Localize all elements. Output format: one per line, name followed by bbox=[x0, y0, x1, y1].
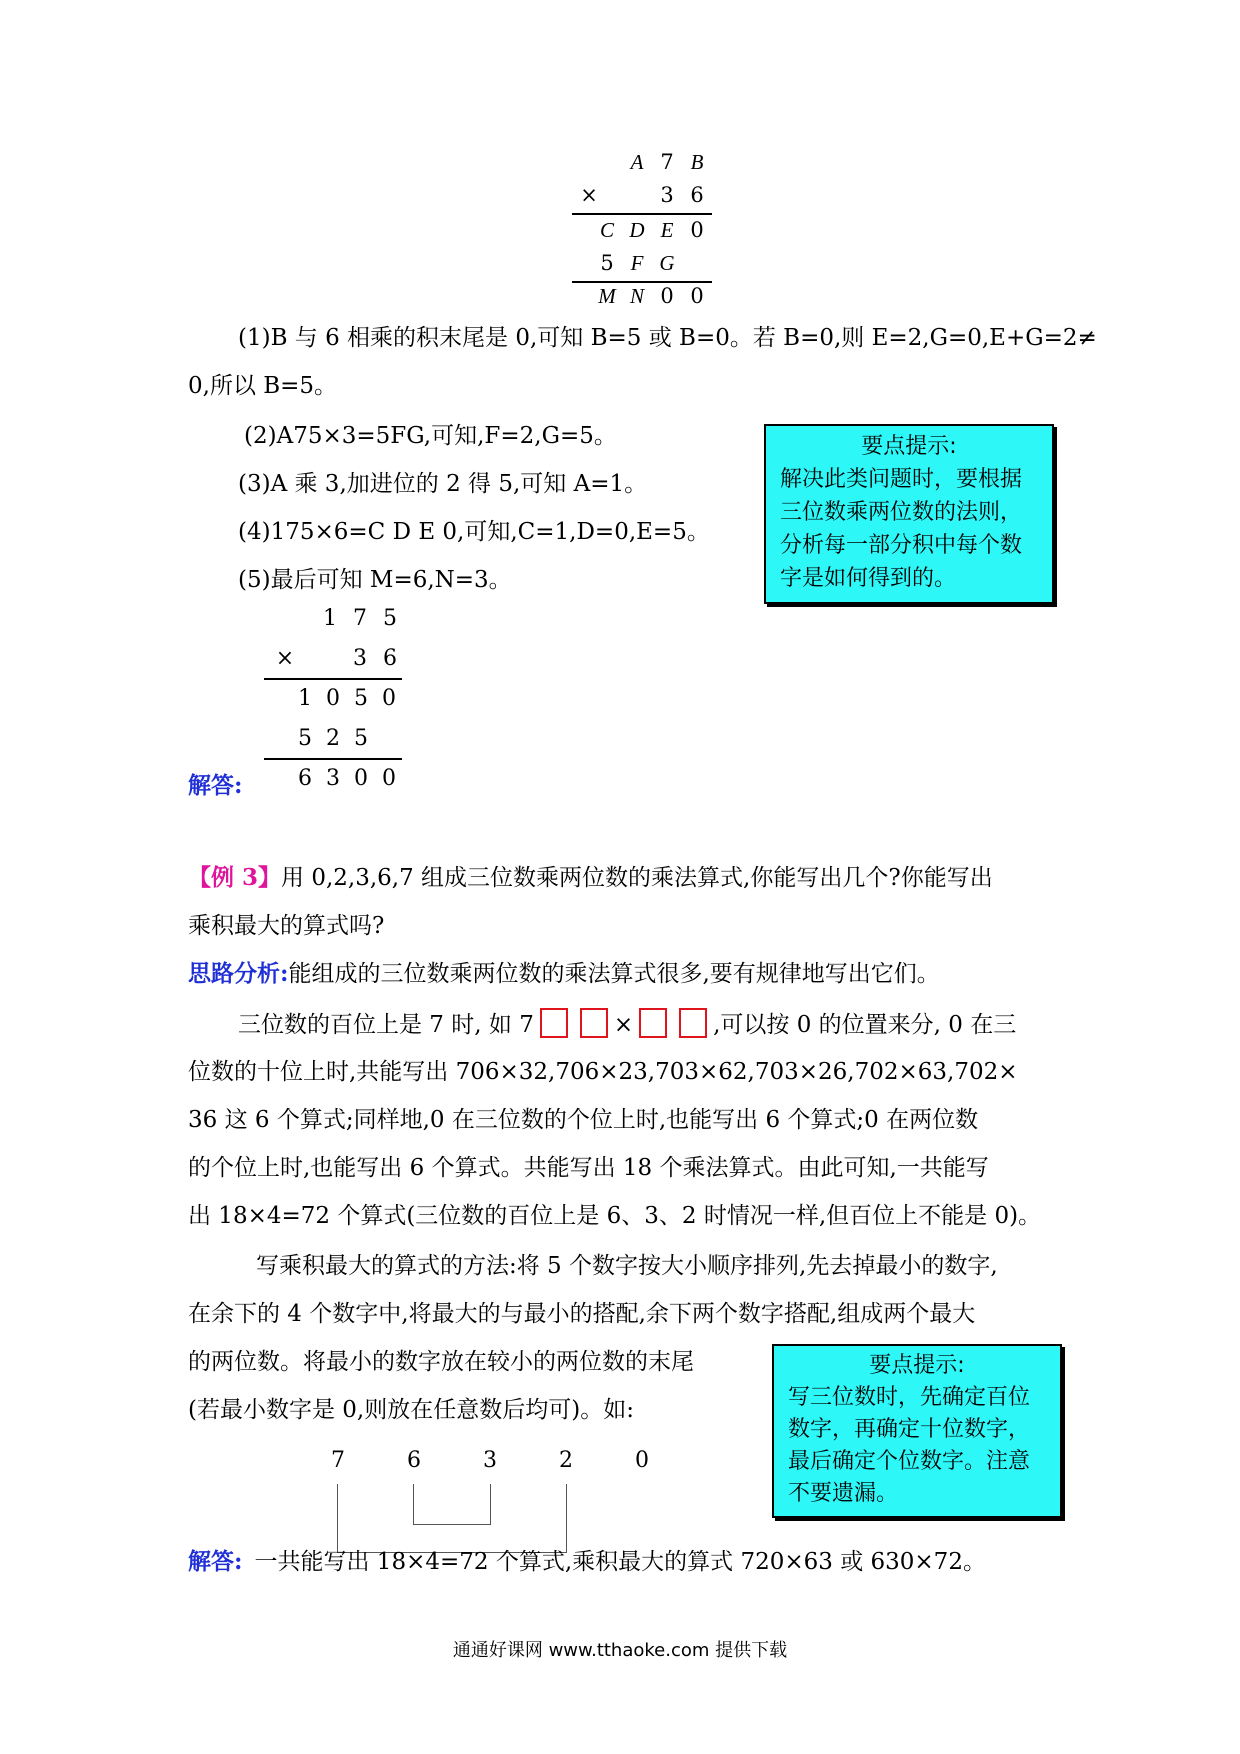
paragraph-line: 36 这 6 个算式;同样地,0 在三位数的个位上时,也能写出 6 个算式;0 在两位数 bbox=[188, 1107, 979, 1133]
step-1-line-b: 0,所以 B=5。 bbox=[188, 373, 338, 399]
paragraph-line: 的个位上时,也能写出 6 个算式。共能写出 18 个乘法算式。由此可知,一共能写 bbox=[188, 1155, 989, 1181]
text-segment: ,可以按 0 的位置来分, 0 在三 bbox=[713, 1012, 1017, 1038]
tip-line: 不要遗漏。 bbox=[788, 1481, 899, 1506]
digit-cell: 2 bbox=[326, 726, 340, 751]
digit: 0 bbox=[635, 1448, 649, 1473]
digit-cell: 5 bbox=[298, 726, 312, 751]
digit-cell: 6 bbox=[298, 766, 312, 791]
digit-cell: C bbox=[599, 218, 614, 242]
tip-title: 要点提示: bbox=[869, 1353, 965, 1378]
tip-line: 最后确定个位数字。注意 bbox=[788, 1449, 1031, 1474]
page-footer: 通通好课网 www.tthaoke.com 提供下载 bbox=[452, 1640, 788, 1661]
digit-cell: 5 bbox=[354, 686, 368, 711]
paragraph-line bbox=[238, 1008, 1016, 1041]
digit-cell: 7 bbox=[660, 150, 674, 174]
tip-box bbox=[772, 1344, 1062, 1518]
digit-cell: 0 bbox=[382, 766, 396, 791]
digit-cell: A bbox=[630, 150, 644, 174]
answer-label: 解答: bbox=[188, 772, 243, 799]
digit-cell: 6 bbox=[383, 646, 397, 671]
digit-cell: 5 bbox=[383, 606, 397, 631]
example-tag: 【例 3】 bbox=[188, 864, 282, 891]
analysis-label: 思路分析: bbox=[188, 960, 289, 987]
times-sign: × bbox=[275, 646, 295, 671]
paragraph-line: 的两位数。将最小的数字放在较小的两位数的末尾 bbox=[188, 1349, 694, 1375]
digit: 6 bbox=[407, 1448, 421, 1473]
rule-line bbox=[572, 281, 712, 283]
blank-box bbox=[679, 1008, 707, 1038]
text-segment: 三位数的百位上是 7 时, 如 7 bbox=[238, 1012, 534, 1038]
tip-line: 数字，再确定十位数字， bbox=[788, 1417, 1031, 1442]
step-4: (4)175×6=C D E 0,可知,C=1,D=0,E=5。 bbox=[238, 519, 710, 545]
times-sign: × bbox=[580, 183, 598, 207]
digit-cell: 7 bbox=[353, 606, 367, 631]
digit-cell: 0 bbox=[690, 284, 704, 308]
digit-cell: F bbox=[630, 251, 644, 275]
digit: 3 bbox=[483, 1448, 497, 1473]
tip-line: 解决此类问题时，要根据 bbox=[780, 467, 1023, 492]
answer-line bbox=[188, 1546, 986, 1578]
step-2: (2)A75×3=5FG,可知,F=2,G=5。 bbox=[244, 423, 617, 449]
digit-cell: E bbox=[660, 218, 674, 242]
digit-cell: 0 bbox=[382, 686, 396, 711]
blank-box bbox=[580, 1008, 608, 1038]
step-3: (3)A 乘 3,加进位的 2 得 5,可知 A=1。 bbox=[238, 471, 648, 497]
digit-cell: M bbox=[598, 284, 616, 308]
step-5: (5)最后可知 M=6,N=3。 bbox=[238, 567, 512, 593]
digit-cell: 0 bbox=[660, 284, 674, 308]
tip-line: 三位数乘两位数的法则， bbox=[780, 500, 1023, 525]
rule-line bbox=[572, 213, 712, 215]
paragraph-line: 写乘积最大的算式的方法:将 5 个数字按大小顺序排列,先去掉最小的数字, bbox=[256, 1253, 998, 1279]
digit-cell: 0 bbox=[354, 766, 368, 791]
digit-cell: 5 bbox=[600, 251, 614, 275]
digit-cell: G bbox=[659, 251, 675, 275]
tip-box bbox=[764, 424, 1054, 604]
step-1-line-a: (1)B 与 6 相乘的积末尾是 0,可知 B=5 或 B=0。若 B=0,则 E=2,G=0,E+G=2≠ bbox=[238, 325, 1097, 351]
digit-cell: 0 bbox=[326, 686, 340, 711]
answer-label: 解答: bbox=[188, 1548, 243, 1575]
digit-cell: 3 bbox=[326, 766, 340, 791]
digit: 2 bbox=[559, 1448, 573, 1473]
digit-cell: 1 bbox=[323, 606, 337, 631]
pair-bracket-inner bbox=[413, 1484, 491, 1525]
blank-box bbox=[540, 1008, 568, 1038]
tip-line: 字是如何得到的。 bbox=[780, 566, 957, 591]
digit-cell: 0 bbox=[690, 218, 704, 242]
tip-line: 写三位数时，先确定百位 bbox=[788, 1385, 1031, 1410]
digit-cell: B bbox=[690, 150, 704, 174]
digit-cell: N bbox=[629, 284, 644, 308]
paragraph-line: 位数的十位上时,共能写出 706×32,706×23,703×62,703×26,702×63,702× bbox=[188, 1059, 1018, 1085]
digit-cell: D bbox=[629, 218, 645, 242]
rule-line bbox=[264, 678, 402, 680]
answer-text: 一共能写出 18×4=72 个算式,乘积最大的算式 720×63 或 630×72。 bbox=[254, 1549, 986, 1575]
digit-cell: 1 bbox=[298, 686, 312, 711]
analysis-text: 能组成的三位数乘两位数的乘法算式很多,要有规律地写出它们。 bbox=[288, 961, 940, 987]
question-text: 用 0,2,3,6,7 组成三位数乘两位数的乘法算式,你能写出几个?你能写出 bbox=[281, 865, 993, 891]
paragraph-line: (若最小数字是 0,则放在任意数后均可)。如: bbox=[188, 1397, 634, 1423]
digit-cell: 5 bbox=[354, 726, 368, 751]
tip-line: 分析每一部分积中每个数 bbox=[780, 533, 1023, 558]
analysis-line bbox=[188, 958, 940, 990]
digit: 7 bbox=[331, 1448, 345, 1473]
digit-cell: 6 bbox=[690, 183, 704, 207]
rule-line bbox=[264, 758, 402, 760]
example-3-question-line-2: 乘积最大的算式吗? bbox=[188, 913, 385, 939]
blank-box bbox=[639, 1008, 667, 1038]
paragraph-line: 出 18×4=72 个算式(三位数的百位上是 6、3、2 时情况一样,但百位上不能是 0)。 bbox=[188, 1203, 1042, 1229]
paragraph-line: 在余下的 4 个数字中,将最大的与最小的搭配,余下两个数字搭配,组成两个最大 bbox=[188, 1301, 976, 1327]
digit-cell: 3 bbox=[660, 183, 674, 207]
example-3-question-line-1 bbox=[188, 862, 993, 894]
tip-title: 要点提示: bbox=[861, 434, 957, 459]
times-sign: × bbox=[613, 1012, 634, 1038]
digit-cell: 3 bbox=[353, 646, 367, 671]
